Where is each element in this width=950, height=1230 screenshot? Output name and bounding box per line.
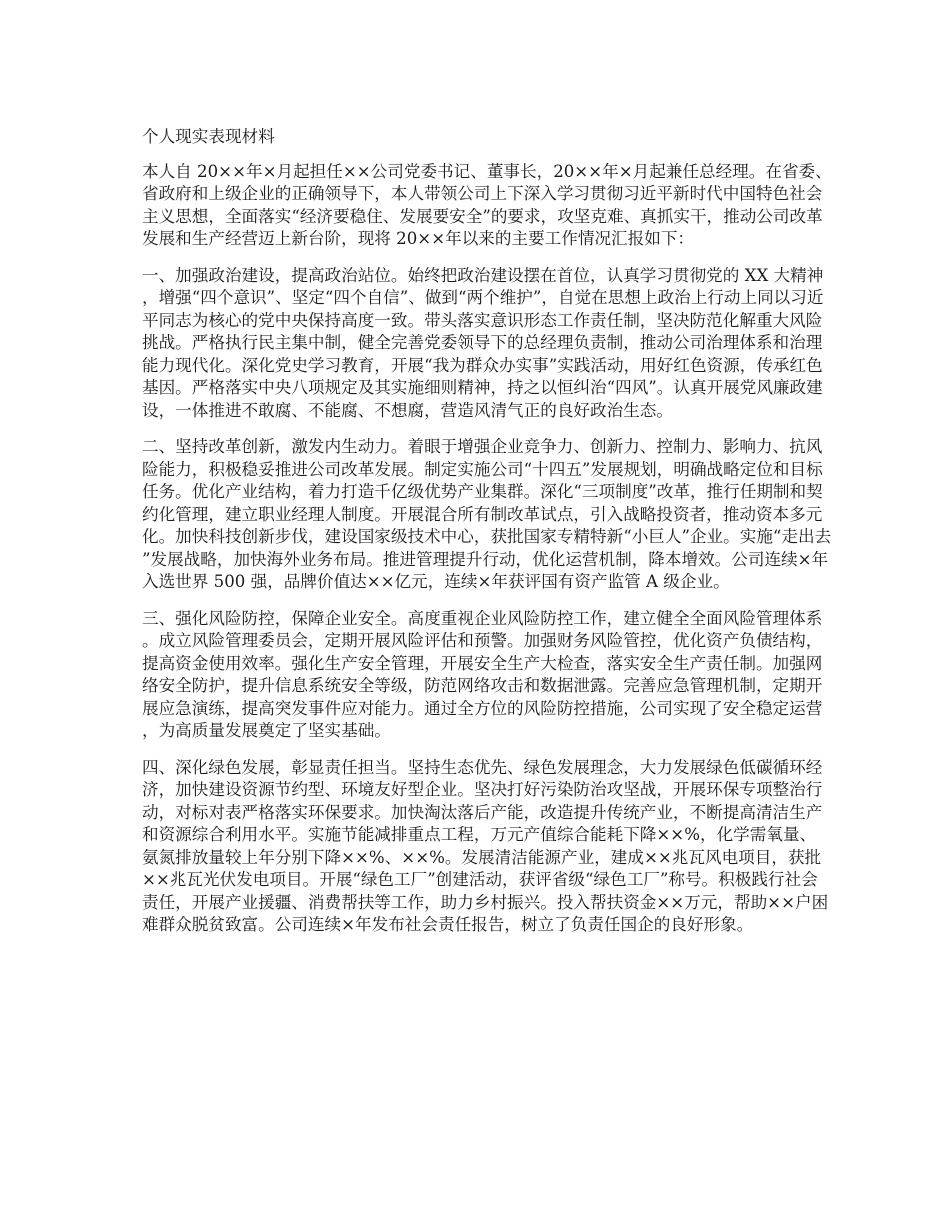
section-reform-innovation: 二、坚持改革创新，激发内生动力。着眼于增强企业竞争力、创新力、控制力、影响力、抗风险能力，积极稳妥推进公司改革发展。制定实施公司“十四五”发展规划，明确战略定位和目标任务。优化产业结构，着力打造千亿级优势产业集群。深化“三项制度”改革，推行任期制和契约化管理，建立职业经理人制度。开展混合所有制改革试点，引入战略投资者，推动资本多元化。加快科技创新步伐，建设国家级技术中心，获批国家专精特新“小巨人”企业。实施“走出去”发展战略，加快海外业务布局。推进管理提升行动，优化运营机制，降本增效。公司连续×年入选世界 500 强，品牌价值达××亿元，连续×年获评国有资产监管 A 级企业。 — [142, 437, 832, 591]
section-risk-control: 三、强化风险防控，保障企业安全。高度重视企业风险防控工作，建立健全全面风险管理体系。成立风险管理委员会，定期开展风险评估和预警。加强财务风险管控，优化资产负债结构，提高资金使用效率。强化生产安全管理，开展安全生产大检查，落实安全生产责任制。加强网络安全防护，提升信息系统安全等级，防范网络攻击和数据泄露。完善应急管理机制，定期开展应急演练，提高突发事件应对能力。通过全方位的风险防控措施，公司实现了安全稳定运营，为高质量发展奠定了坚实基础。 — [142, 608, 823, 740]
document-page — [142, 126, 832, 951]
section-political-construction: 一、加强政治建设，提高政治站位。始终把政治建设摆在首位，认真学习贯彻党的 XX 大精神，增强“四个意识”、坚定“四个自信”、做到“两个维护”，自觉在思想上政治上行动上同以习近平同志为核心的党中央保持高度一致。带头落实意识形态工作责任制，坚决防范化解重大风险挑战。严格执行民主集中制，健全完善党委领导下的总经理负责制，推动公司治理体系和治理能力现代化。深化党史学习教育，开展“我为群众办实事”实践活动，用好红色资源，传承红色基因。严格落实中央八项规定及其实施细则精神，持之以恒纠治“四风”。认真开展党风廉政建设，一体推进不敢腐、不能腐、不想腐，营造风清气正的良好政治生态。 — [142, 265, 824, 420]
document-title: 个人现实表现材料 — [142, 127, 275, 146]
section-green-development: 四、深化绿色发展，彰显责任担当。坚持生态优先、绿色发展理念，大力发展绿色低碳循环经济，加快建设资源节约型、环境友好型企业。坚决打好污染防治攻坚战，开展环保专项整治行动，对标对表严格落实环保要求。加快淘汰落后产能，改造提升传统产业，不断提高清洁生产和资源综合利用水平。实施节能减排重点工程，万元产值综合能耗下降××%，化学需氧量、氨氮排放量较上年分别下降××%、××%。发展清洁能源产业，建成××兆瓦风电项目，获批××兆瓦光伏发电项目。开展“绿色工厂”创建活动，获评省级“绿色工厂”称号。积极践行社会责任，开展产业援疆、消费帮扶等工作，助力乡村振兴。投入帮扶资金××万元，帮助××户困难群众脱贫致富。公司连续×年发布社会责任报告，树立了负责任国企的良好形象。 — [142, 757, 829, 934]
intro-paragraph: 本人自 20××年×月起担任××公司党委书记、董事长，20××年×月起兼任总经理。在省委、省政府和上级企业的正确领导下，本人带领公司上下深入学习贯彻习近平新时代中国特色社会主义思想，全面落实“经济要稳住、发展要安全”的要求，攻坚克难、真抓实干，推动公司改革发展和生产经营迈上新台阶，现将 20××年以来的主要工作情况汇报如下： — [142, 161, 832, 248]
